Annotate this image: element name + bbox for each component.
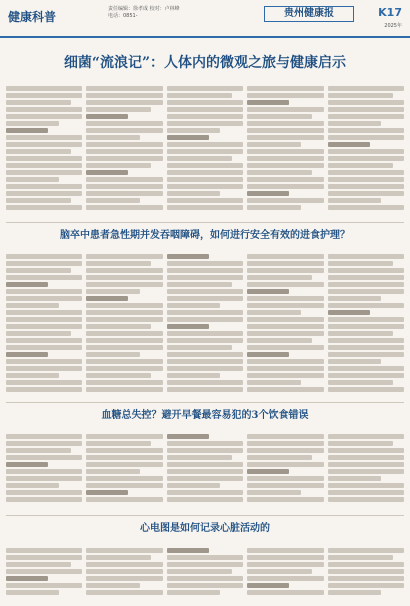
text-column <box>6 252 82 402</box>
text-column <box>247 546 323 602</box>
text-column <box>86 84 162 222</box>
text-column <box>328 546 404 602</box>
newspaper-logo: 贵州健康报 <box>264 6 354 22</box>
article-title: 血糖总失控？避开早餐最容易犯的3个饮食错误 <box>101 410 309 421</box>
text-column <box>167 432 243 514</box>
masthead-phone-line: 电话：0851- <box>108 13 138 19</box>
page-number: K17 <box>378 6 402 19</box>
section-title: 健康科普 <box>8 10 57 24</box>
article-body <box>6 252 404 402</box>
text-column <box>247 252 323 402</box>
article-divider <box>6 515 404 516</box>
issue-date: 2025年 <box>384 23 402 29</box>
article-title: 脑卒中患者急性期并发吞咽障碍，如何进行安全有效的进食护理？ <box>60 230 350 241</box>
text-column <box>86 546 162 602</box>
article-title: 心电图是如何记录心脏活动的 <box>140 523 270 534</box>
article-divider <box>6 222 404 223</box>
article-title: 细菌“流浪记”：人体内的微观之旅与健康启示 <box>63 55 347 71</box>
text-column <box>328 432 404 514</box>
article-body <box>6 432 404 514</box>
text-column <box>6 546 82 602</box>
text-column <box>328 252 404 402</box>
text-column <box>247 432 323 514</box>
text-column <box>6 84 82 222</box>
text-column <box>167 84 243 222</box>
text-column <box>167 252 243 402</box>
text-column <box>86 432 162 514</box>
text-column <box>86 252 162 402</box>
text-column <box>167 546 243 602</box>
masthead-editor-line: 责任编辑：徐孝成 校对：卢林峰 <box>108 6 180 12</box>
article-body <box>6 84 404 222</box>
masthead-info <box>108 6 258 20</box>
text-column <box>328 84 404 222</box>
article-divider <box>6 402 404 403</box>
text-column <box>6 432 82 514</box>
text-column <box>247 84 323 222</box>
page-header <box>0 0 410 38</box>
article-body <box>6 546 404 602</box>
